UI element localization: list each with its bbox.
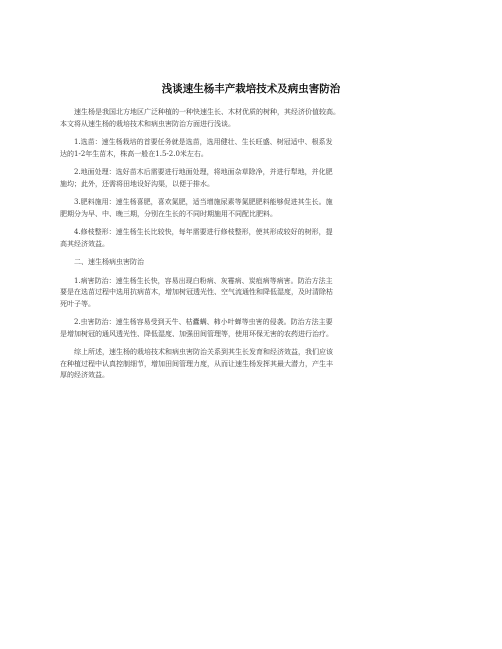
text-line: 达的1-2年生苗木，株高一般在1.5-2.0米左右。: [60, 149, 208, 158]
text-line: 高其经济效益。: [60, 239, 109, 248]
text-line: 4.修枝整形：速生杨生长比较快，每年需要进行修枝整形，使其形成较好的树形，提: [74, 228, 333, 236]
document-body: [60, 107, 442, 389]
text-line: 肥期分为早、中、晚三期，分别在生长的不同时期施用不同配比肥料。: [60, 209, 277, 218]
section-heading: 二、速生杨病虫害防治: [74, 258, 144, 266]
text-line: 1.病害防治：速生杨生长快，容易出现白粉病、灰霉病、炭疽病等病害。防治方法主: [74, 276, 333, 285]
text-line: 要是在选苗过程中选用抗病苗木，增加树冠透光性、空气流通性和降低湿度，及时清除枯: [60, 288, 333, 296]
text-line: 速生杨是我国北方地区广泛种植的一种快速生长、木材优质的树种，其经济价值较高。: [74, 108, 340, 116]
cultivation-item-ground: [60, 167, 442, 190]
pest-item-insect: [60, 317, 442, 340]
text-line: 综上所述，速生杨的栽培技术和病虫害防治关系到其生长发育和经济效益，我们应该: [74, 348, 333, 356]
text-line: 2.地面处理：选好苗木后需要进行地面处理，将地面杂草除净，并进行犁地，并化肥: [74, 168, 333, 176]
text-line: 在种植过程中认真控制细节，增加田间管理力度，从而让速生杨发挥其最大潜力，产生丰: [60, 359, 333, 368]
conclusion-paragraph: [60, 347, 442, 382]
text-line: 施均；此外，还需将田地设好沟渠，以便于排水。: [60, 179, 214, 188]
intro-paragraph: [60, 107, 442, 130]
text-line: 是增加树冠的通风透光性、降低湿度、加强田间管理等，使用环保无害的农药进行治疗。: [60, 329, 333, 338]
pest-item-disease: [60, 276, 442, 311]
text-line: 1.选苗：速生杨栽培的首要任务就是选苗，选用健壮、生长旺盛、树冠适中、根系发: [74, 138, 333, 146]
document-title: 浅谈速生杨丰产栽培技术及病虫害防治: [161, 83, 341, 95]
cultivation-item-fertilizer: [60, 197, 442, 220]
text-line: 3.肥料施用：速生杨喜肥，喜欢氮肥，适当增施尿素等氮肥肥料能够促进其生长。施: [74, 198, 333, 206]
text-line: 本文将从速生杨的栽培技术和病虫害防治方面进行浅谈。: [60, 119, 235, 128]
cultivation-item-pruning: [60, 227, 442, 250]
text-line: 2.虫害防治：速生杨容易受到天牛、枯蠹螨、柿小叶蝉等虫害的侵袭。防治方法主要: [74, 318, 333, 326]
text-line: 厚的经济效益。: [60, 371, 109, 379]
cultivation-item-seedling: [60, 137, 442, 160]
text-line: 死叶子等。: [60, 299, 95, 308]
